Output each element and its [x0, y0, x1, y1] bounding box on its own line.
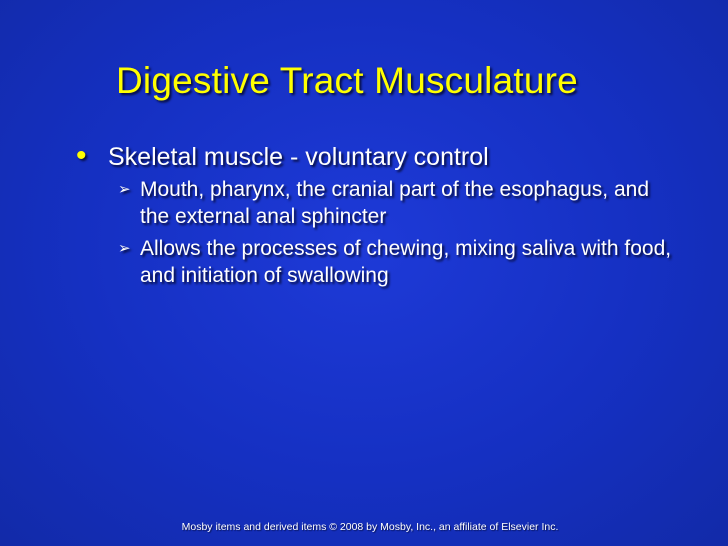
slide-title: Digestive Tract Musculature: [116, 60, 578, 101]
sub-bullet-text: Allows the processes of chewing, mixing saliva with food, and initiation of swallowing: [140, 237, 672, 287]
bullet-dot-icon: •: [76, 139, 87, 172]
main-bullet-text: Skeletal muscle - voluntary control: [108, 143, 489, 171]
sub-bullet-item: [118, 235, 678, 289]
sub-bullet-list: [118, 176, 678, 294]
sub-bullet-text: Mouth, pharynx, the cranial part of the esophagus, and the external anal sphincter: [140, 178, 649, 228]
sub-bullet-item: [118, 176, 678, 230]
copyright-footer: Mosby items and derived items © 2008 by Mosby, Inc., an affiliate of Elsevier Inc.: [181, 521, 559, 533]
arrow-bullet-icon: ➢: [118, 181, 131, 198]
arrow-bullet-icon: ➢: [118, 240, 131, 257]
